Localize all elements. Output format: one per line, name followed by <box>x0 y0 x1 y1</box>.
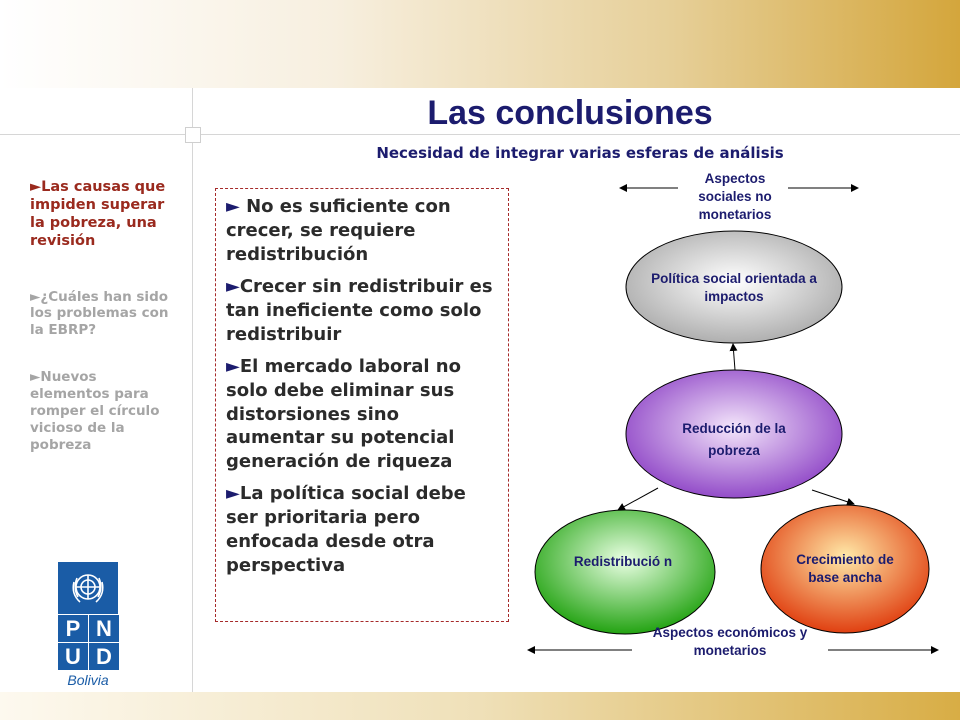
conclusion-bullet <box>226 482 498 578</box>
arrow-right-icon: ► <box>226 196 240 217</box>
header-band <box>0 0 960 88</box>
arrow-to-social-policy <box>733 344 735 370</box>
text-redistribution: Redistribució n <box>573 554 673 569</box>
arrow-to-redistribution <box>618 488 658 510</box>
text-growth: Crecimiento de base ancha <box>796 552 894 586</box>
sidebar-item-label: Nuevos elementos para romper el círculo vicioso de la pobreza <box>30 369 160 453</box>
sidebar-item-problemas[interactable] <box>30 289 180 340</box>
analysis-diagram <box>520 168 960 688</box>
sidebar-divider <box>192 88 193 692</box>
logo-letter: D <box>89 643 119 670</box>
logo-letter: U <box>58 643 88 670</box>
logo-letter: P <box>58 615 88 642</box>
pnud-logo <box>58 562 120 688</box>
conclusion-bullet <box>226 355 498 475</box>
arrow-right-icon: ► <box>30 369 41 386</box>
bullet-text: El mercado laboral no solo debe eliminar sus distorsiones sino aumentar su potencial generación de riqueza <box>226 355 461 473</box>
logo-country: Bolivia <box>67 672 109 688</box>
page-subtitle: Necesidad de integrar varias esferas de análisis <box>376 144 784 162</box>
logo-letter: N <box>89 615 119 642</box>
arrow-right-icon: ► <box>30 179 42 195</box>
conclusion-bullet <box>226 195 498 267</box>
corner-square <box>185 127 201 143</box>
node-redistribution <box>535 510 715 634</box>
text-social-policy: Política social orientada a impactos <box>651 271 817 305</box>
arrow-to-growth <box>812 490 854 504</box>
page-title: Las conclusiones <box>427 94 713 132</box>
arrow-right-icon: ► <box>226 355 240 377</box>
bullet-text: La política social debe ser prioritaria pero enfocada desde otra perspectiva <box>226 483 466 577</box>
bullet-text: No es suficiente con crecer, se requiere redistribución <box>226 196 451 265</box>
label-economic-aspects: Aspectos económicos y monetarios <box>652 625 808 659</box>
label-social-aspects: Aspectos sociales no monetarios <box>698 171 772 223</box>
pnud-letters <box>58 615 119 670</box>
un-emblem-icon <box>58 562 118 614</box>
bullet-text: Crecer sin redistribuir es tan ineficiente como solo redistribuir <box>226 275 493 345</box>
footer-band <box>0 692 960 720</box>
arrow-right-icon: ► <box>226 483 240 505</box>
arrow-right-icon: ► <box>226 275 240 297</box>
sidebar-item-label: Las causas que impiden superar la pobreza, una revisión <box>30 179 166 250</box>
sidebar-nav <box>30 178 180 480</box>
text-poverty-reduction: Reducción de la pobreza <box>682 421 786 458</box>
arrow-right-icon: ► <box>30 288 41 305</box>
sidebar-item-label: ¿Cuáles han sido los problemas con la EBRP? <box>30 288 169 339</box>
conclusion-bullet <box>226 275 498 347</box>
sidebar-item-causas[interactable] <box>30 178 180 251</box>
sidebar-item-nuevos[interactable] <box>30 369 180 453</box>
header-divider <box>0 134 960 135</box>
conclusions-box <box>215 188 509 622</box>
